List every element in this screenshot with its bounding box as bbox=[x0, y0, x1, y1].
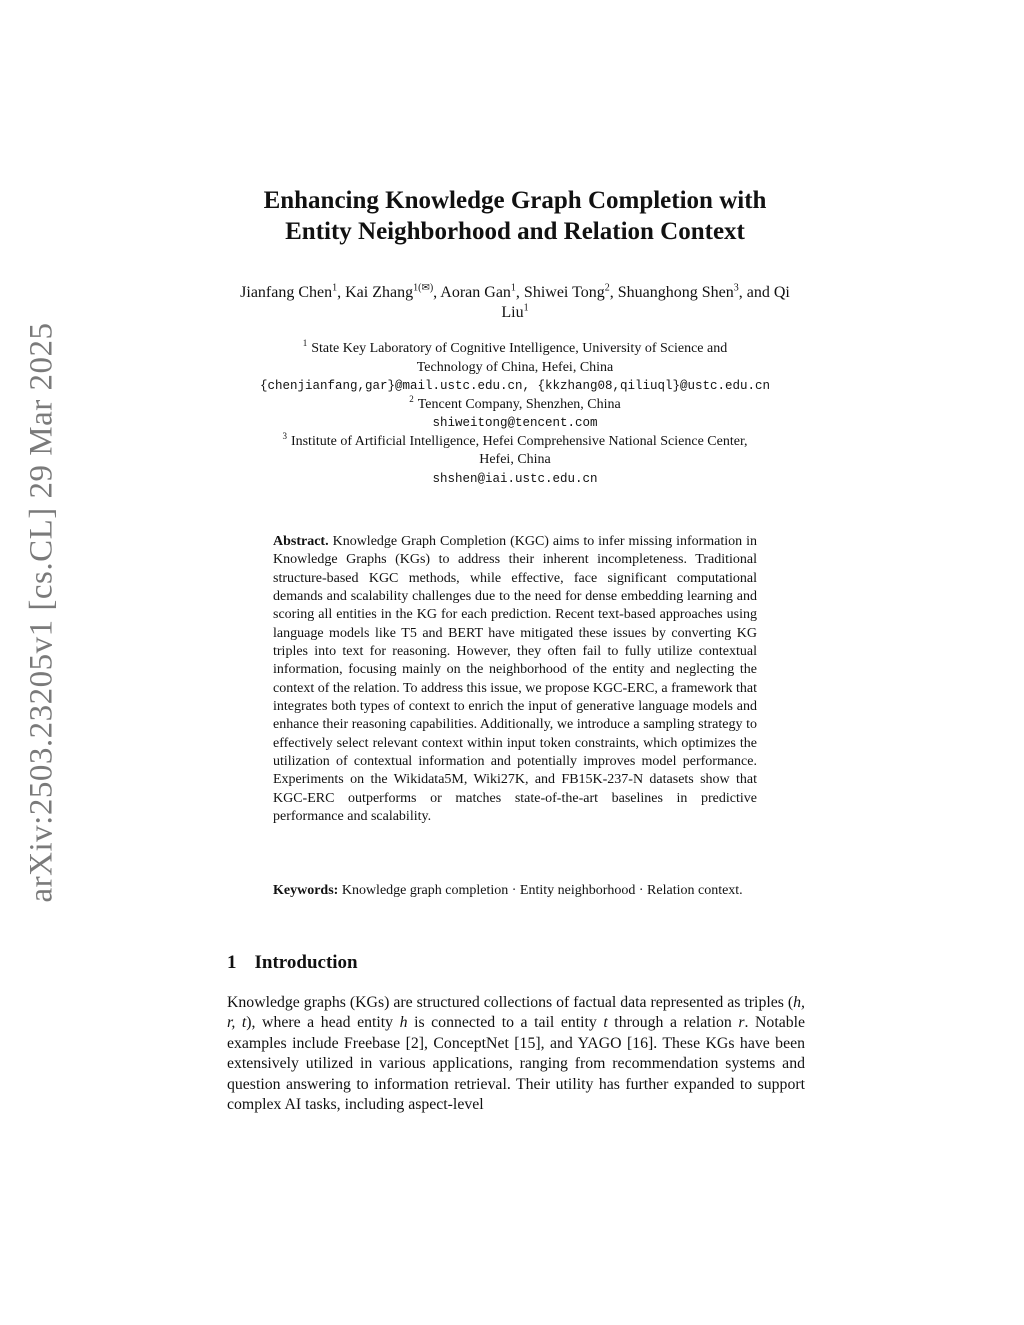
affiliation-2-line-1 bbox=[200, 393, 830, 415]
introduction-paragraph bbox=[227, 993, 805, 1115]
affiliation-text: Tencent Company, Shenzhen, China bbox=[417, 396, 621, 412]
arxiv-identifier-text: arXiv:2503.23205v1 [cs.CL] 29 Mar 2025 bbox=[23, 322, 60, 903]
affiliation-3-line-1 bbox=[200, 430, 830, 452]
author-affiliation-mark: 1 bbox=[332, 282, 338, 294]
paragraph-text: through a relation bbox=[607, 1014, 739, 1032]
author-name: Qi Liu bbox=[501, 284, 790, 321]
author-affiliation-mark: 3 bbox=[733, 282, 739, 294]
math-variable: h bbox=[399, 1014, 408, 1032]
affiliation-text: State Key Laboratory of Cognitive Intelligence, University of Science and bbox=[311, 341, 728, 356]
affiliation-3-line-2: Hefei, China bbox=[479, 452, 551, 467]
section-number: 1 bbox=[227, 952, 237, 973]
keywords-text: Knowledge graph completion · Entity neighborhood · Relation context. bbox=[341, 883, 743, 898]
keywords bbox=[273, 882, 757, 900]
paragraph-text: Knowledge graphs (KGs) are structured collections of factual data represented as triples ( bbox=[227, 994, 794, 1011]
title-line-2: Entity Neighborhood and Relation Context bbox=[285, 218, 745, 245]
author-list: Jianfang Chen$^1$, Kai Zhang$^{1(✉)}$, Aoran Gan$^1$, Shiwei Tong$^2$, Shuanghong Shen$^3$, and Qi Liu$^1$ bbox=[240, 282, 790, 321]
abstract-label: Abstract. bbox=[273, 534, 329, 549]
author-name: Kai Zhang bbox=[345, 284, 414, 301]
math-triple: h, r, t bbox=[227, 994, 805, 1032]
author-affiliation-mark: 2 bbox=[604, 282, 610, 294]
paper-title bbox=[200, 185, 830, 247]
section-title: Introduction bbox=[254, 952, 358, 973]
keywords-label: Keywords: bbox=[273, 883, 339, 898]
affiliation-mark: 1 bbox=[302, 338, 308, 349]
paragraph-text: ), where a head entity bbox=[246, 1014, 400, 1032]
author-name: Shuanghong Shen bbox=[617, 284, 734, 301]
title-line-1: Enhancing Knowledge Graph Completion with bbox=[263, 187, 767, 214]
author-name: Jianfang Chen bbox=[240, 284, 333, 301]
affiliation-3-email: shshen@iai.ustc.edu.cn bbox=[432, 471, 598, 486]
affiliation-text: Institute of Artificial Intelligence, Hefei Comprehensive National Science Center, bbox=[290, 433, 748, 449]
affiliation-mark: 2 bbox=[409, 393, 414, 404]
math-variable: t bbox=[603, 1014, 608, 1032]
paragraph-text: is connected to a tail entity bbox=[407, 1014, 604, 1032]
arxiv-identifier-stamp bbox=[22, 320, 62, 905]
affiliation-1-line-2: Technology of China, Hefei, China bbox=[416, 359, 614, 375]
abstract-text: Knowledge Graph Completion (KGC) aims to infer missing information in Knowledge Graphs (KGs) to address their inherent incompleteness. Traditional structure-based KGC methods, while effective, face significant computational demands and scalability challenges due to the need for dense embedding learning and scoring all entities in the KG for each prediction. Recent text-based approaches using language models like T5 and BERT have mitigated these issues by converting KG triples into text for reasoning. However, they often fail to fully utilize contextual information, focusing mainly on the neighborhood of the entity and neglecting the context of the relation. To address this issue, we propose KGC-ERC, a framework that integrates both types of context to enrich the input of generative language models and enhance their reasoning capabilities. Additionally, we introduce a sampling strategy to effectively select relevant context within input token constraints, which optimizes the utilization of contextual information and potentially improves model performance. Experiments on the Wikidata5M, Wiki27K, and FB15K-237-N datasets show that KGC-ERC outperforms or matches state-of-the-art baselines in predictive performance and scalability. bbox=[273, 534, 758, 825]
affiliation-mark: 3 bbox=[282, 430, 287, 441]
affiliation-1-email: {chenjianfang,gar}@mail.ustc.edu.cn, {kkzhang08,qiliuql}@ustc.edu.cn bbox=[259, 379, 771, 393]
affiliation-block bbox=[200, 340, 830, 488]
abstract bbox=[273, 533, 757, 827]
author-affiliation-mark: 1 bbox=[523, 302, 529, 314]
paragraph-text: . Notable examples include Freebase [2], ConceptNet [15], and YAGO [16]. These KGs have been extensively utilized in various applications, ranging from recommendation systems and question answering to information retrieval. Their utility has further expanded to support complex AI tasks, including aspect-level bbox=[227, 1014, 806, 1114]
author-name: Shiwei Tong bbox=[523, 284, 605, 301]
affiliation-1-line-1 bbox=[200, 340, 830, 359]
author-name: Aoran Gan bbox=[440, 284, 511, 301]
math-variable: r bbox=[738, 1014, 745, 1032]
author-affiliation-mark: 1(✉) bbox=[413, 282, 434, 294]
author-affiliation-mark: 1 bbox=[510, 282, 516, 294]
section-heading-introduction bbox=[227, 951, 358, 975]
affiliation-2-email: shiweitong@tencent.com bbox=[432, 416, 598, 430]
